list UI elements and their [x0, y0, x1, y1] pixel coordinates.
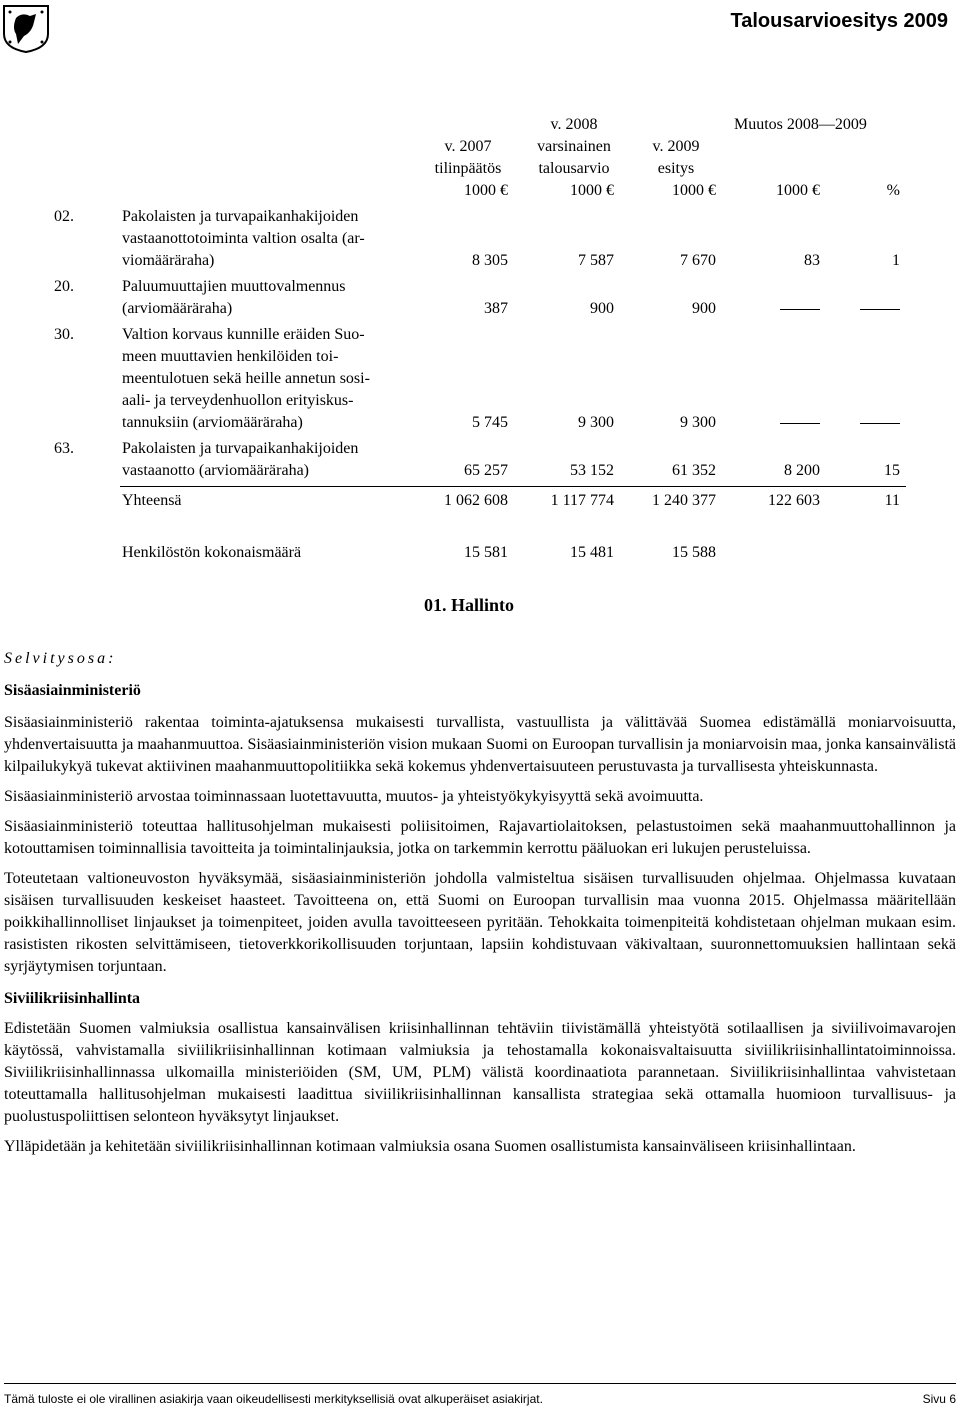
col-header-2008-unit: 1000 € [570, 182, 614, 199]
dash-mark [860, 423, 900, 424]
coat-of-arms-logo [2, 4, 50, 54]
paragraph: Ylläpidetään ja kehitetään siviilikriisinhallinnan kotimaan valmiuksia osana Suomen osallistumista kansainväliseen kriisinhallintaan. [4, 1138, 856, 1155]
cell-2007: 387 [484, 300, 508, 317]
body-paragraphs [4, 712, 956, 1166]
col-header-muutos-unit: 1000 € [776, 182, 820, 199]
row-number: 20. [54, 278, 74, 295]
page-title: Talousarvioesitys 2009 [730, 10, 948, 32]
cell-2008: 7 587 [578, 252, 614, 269]
row-description [122, 206, 422, 272]
col-header-percent: % [886, 182, 900, 199]
row-desc-line: meen muuttavien henkilöiden toi- [122, 348, 339, 365]
cell-2009: 9 300 [680, 414, 716, 431]
paragraph: Toteutetaan valtioneuvoston hyväksymää, sisäasiainministeriön johdolla valmisteltua sisäisen turvallisuuden ohjelmaa. Ohjelmassa kuvataan sisäisen turvallisuuden keskeiset haasteet. Tavoitteena on, että Suomi on Euroopan turvallisin maa vuonna 2015. Ohjelmassa määritellään poikkihallinnolliset linjaukset ja toimenpiteet, joiden avulla tavoitteeseen pyritään. Tehokkaita toimenpiteitä kohdistetaan ohjelman mukaan esim. rasististen rikosten selvittämiseen, tietoverkkorikollisuuden torjuntaan, lapsiin kohdistuvaan väkivaltaan, suuronnettomuuksien hallintaan sekä syrjäytymisen torjuntaan. [4, 870, 956, 975]
cell-2008: 9 300 [578, 414, 614, 431]
total-2007: 1 062 608 [444, 492, 508, 509]
cell-pct-dash [860, 412, 900, 434]
row-desc-line: Pakolaisten ja turvapaikanhakijoiden [122, 440, 359, 457]
total-2008: 1 117 774 [550, 492, 614, 509]
paragraph: Edistetään Suomen valmiuksia osallistua kansainvälisen kriisinhallinnan tehtäviin tiivistämällä yhteistyötä sotilaallisen ja siviilivoimavarojen käytössä, vahvistamalla siviilikriisinhallinnan kotimaan valmiuksia ja tehostamalla kokonaisvaltaisuutta siviilikriisinhallintatoiminnoissa. Siviilikriisinhallinnassa ulkomailla ministeriöiden (SM, UM, PLM) välistä koordinaatiota parannetaan. Siviilikriisinhallintaa vahvistetaan toteuttamalla hallitusohjelman mukaisesti laadittua siviilikriisinhallinnan kansallista strategiaa sekä ottamalla huomioon turvallisuus- ja puolustuspoliittisen selonteon hyväksytyt linjaukset. [4, 1020, 956, 1125]
paragraph: Sisäasiainministeriö rakentaa toiminta-ajatuksensa mukaisesti turvallista, vastuullista ja välittävää Suomea edistämällä moniarvoisuutta, yhdenvertaisuutta ja maahanmuuttoa. Sisäasiainministeriön vision mukaan Suomi on Euroopan turvallisin ja moniarvoisin maa, jonka kansainvälistä kilpailukykyä tukevat aktiivinen maahanmuuttopolitiikka sekä kokemus yhdenvertaisuuteen perustuvasta ja turvallisesta yhteiskunnasta. [4, 714, 956, 775]
dash-mark [860, 309, 900, 310]
page-number: Sivu 6 [922, 1392, 956, 1406]
col-header-2009-line2: esitys [657, 160, 695, 177]
col-header-2007-line1: v. 2007 [444, 138, 492, 155]
row-desc-line: Paluumuuttajien muuttovalmennus [122, 278, 346, 295]
row-desc-line: viomääräraha) [122, 252, 215, 269]
staff-2007: 15 581 [464, 544, 508, 561]
footer-divider [4, 1383, 956, 1384]
cell-2007: 65 257 [464, 462, 508, 479]
cell-2009: 900 [692, 300, 716, 317]
cell-pct-dash [860, 298, 900, 320]
col-header-2009-line1: v. 2009 [652, 138, 700, 155]
section-heading: 01. Hallinto [424, 595, 515, 615]
subheading: Siviilikriisinhallinta [4, 990, 141, 1007]
staff-label: Henkilöstön kokonaismäärä [122, 544, 302, 561]
cell-2008: 900 [590, 300, 614, 317]
cell-2009: 61 352 [672, 462, 716, 479]
row-desc-line: aali- ja terveydenhuollon erityiskus- [122, 392, 354, 409]
row-desc-line: vastaanottotoiminta valtion osalta (ar- [122, 230, 365, 247]
row-description [122, 438, 422, 482]
cell-2007: 8 305 [472, 252, 508, 269]
total-diff: 122 603 [768, 492, 820, 509]
footer-disclaimer: Tämä tuloste ei ole virallinen asiakirja vaan oikeudellisesti merkityksellisiä ovat alkuperäiset asiakirjat. [4, 1392, 543, 1406]
col-header-2008 [534, 114, 614, 202]
col-header-muutos: Muutos 2008—2009 [734, 116, 867, 133]
cell-pct: 15 [884, 462, 900, 479]
total-label: Yhteensä [122, 492, 182, 509]
col-header-2008-line3: talousarvio [538, 160, 610, 177]
total-pct: 11 [884, 492, 900, 509]
cell-pct: 1 [892, 252, 900, 269]
row-number: 02. [54, 208, 74, 225]
row-desc-line: Valtion korvaus kunnille eräiden Suo- [122, 326, 365, 343]
col-header-2008-line2: varsinainen [537, 138, 611, 155]
cell-2008: 53 152 [570, 462, 614, 479]
row-desc-line: tannuksiin (arviomääräraha) [122, 414, 303, 431]
dash-mark [780, 423, 820, 424]
cell-diff: 83 [804, 252, 820, 269]
total-2009: 1 240 377 [652, 492, 716, 509]
staff-2008: 15 481 [570, 544, 614, 561]
col-header-2009 [636, 136, 716, 202]
row-desc-line: meentulotuen sekä heille annetun sosi- [122, 370, 370, 387]
cell-diff-dash [780, 412, 820, 434]
dash-mark [780, 309, 820, 310]
col-header-2009-unit: 1000 € [672, 182, 716, 199]
paragraph: Sisäasiainministeriö arvostaa toiminnassaan luotettavuutta, muutos- ja yhteistyökykyisyyttä sekä avoimuutta. [4, 788, 704, 805]
row-desc-line: Pakolaisten ja turvapaikanhakijoiden [122, 208, 359, 225]
selvitysosa-label: Selvitysosa: [4, 650, 117, 667]
cell-diff-dash [780, 298, 820, 320]
col-header-2007-unit: 1000 € [464, 182, 508, 199]
ministry-heading: Sisäasiainministeriö [4, 682, 141, 699]
paragraph: Sisäasiainministeriö toteuttaa hallitusohjelman mukaisesti poliisitoimen, Rajavartiolaitoksen, pelastustoimen sekä maahanmuuttohallinnon ja kotouttamisen toiminnallisia tavoitteita ja toimintalinjauksia, jotka on tarkemmin kerrottu pääluokan eri lukujen perusteluissa. [4, 818, 956, 857]
col-header-2007-line2: tilinpäätös [434, 160, 502, 177]
row-desc-line: vastaanotto (arviomääräraha) [122, 462, 310, 479]
row-description [122, 324, 422, 434]
row-desc-line: (arviomääräraha) [122, 300, 233, 317]
col-header-2007 [428, 136, 508, 202]
row-description [122, 276, 422, 320]
cell-2007: 5 745 [472, 414, 508, 431]
cell-diff: 8 200 [784, 462, 820, 479]
staff-2009: 15 588 [672, 544, 716, 561]
col-header-2008-line1: v. 2008 [550, 116, 598, 133]
cell-2009: 7 670 [680, 252, 716, 269]
table-divider [120, 486, 906, 487]
row-number: 63. [54, 440, 74, 457]
row-number: 30. [54, 326, 74, 343]
